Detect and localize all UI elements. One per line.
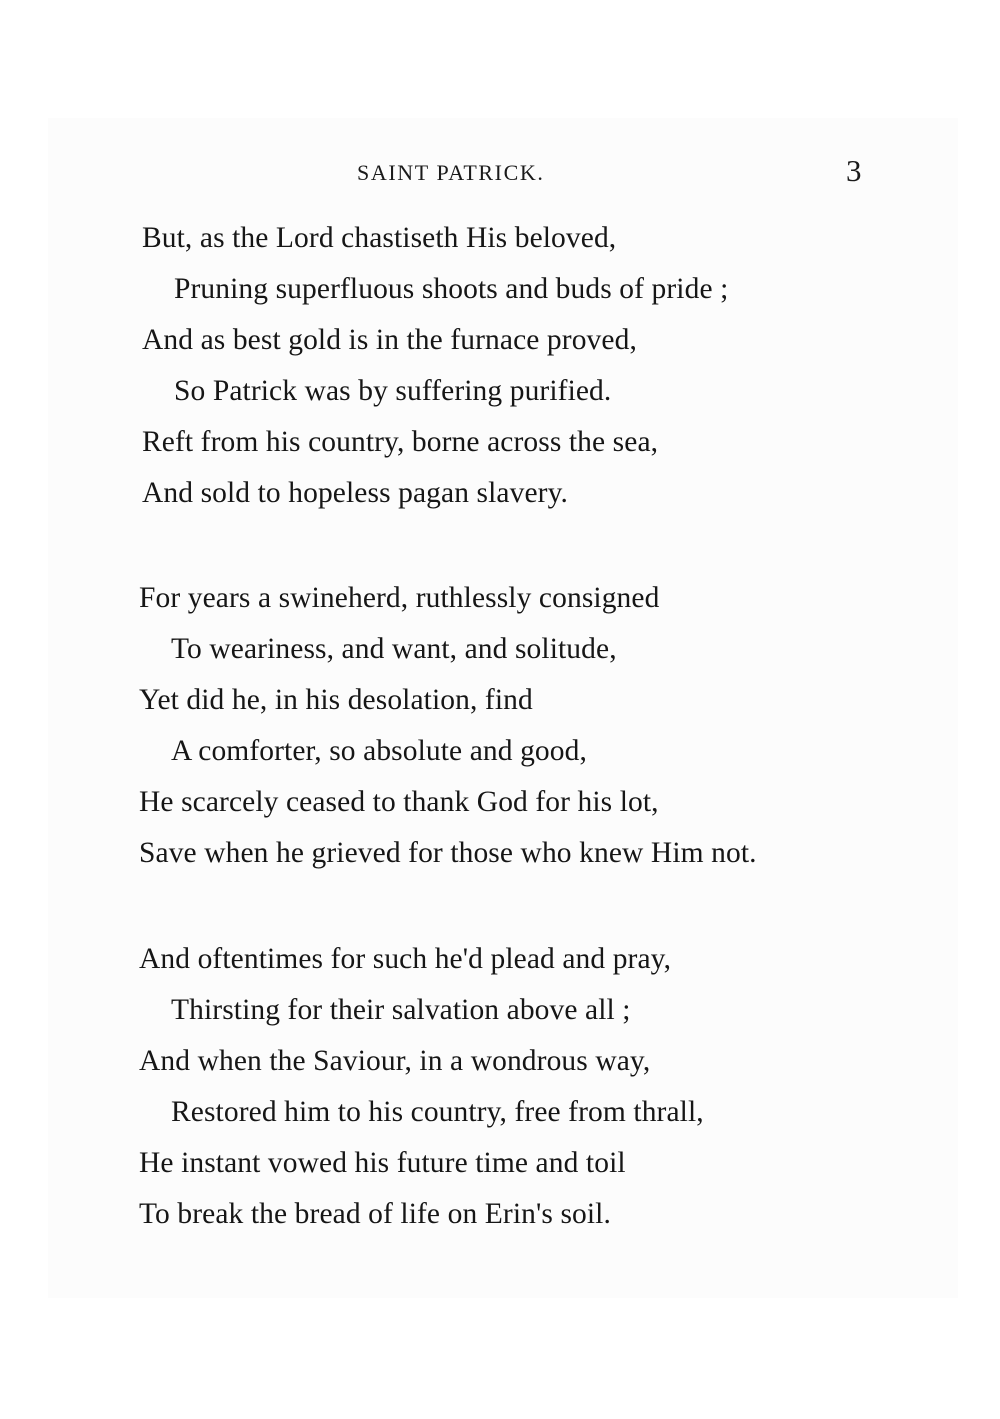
poem-line: And when the Saviour, in a wondrous way,	[139, 1045, 651, 1077]
poem-line: He scarcely ceased to thank God for his lot,	[139, 786, 659, 818]
stanza-1	[0, 217, 1000, 523]
stanza-2	[0, 577, 1000, 883]
poem-line: Reft from his country, borne across the sea,	[142, 426, 659, 458]
poem-line: Save when he grieved for those who knew Him not.	[139, 837, 757, 869]
poem-line: He instant vowed his future time and toil	[139, 1147, 626, 1179]
poem-line: Restored him to his country, free from thrall,	[171, 1096, 704, 1128]
running-title: SAINT PATRICK.	[357, 160, 545, 185]
poem-line: And as best gold is in the furnace proved,	[142, 324, 637, 356]
stanza-3	[0, 938, 1000, 1244]
running-head	[0, 153, 1000, 188]
poem-line: So Patrick was by suffering purified.	[174, 375, 612, 407]
poem-line: To weariness, and want, and solitude,	[171, 633, 617, 665]
poem-line: And oftentimes for such he'd plead and pray,	[139, 943, 672, 975]
poem-line: For years a swineherd, ruthlessly consigned	[139, 582, 660, 614]
poem-line: Pruning superfluous shoots and buds of pride ;	[174, 273, 729, 305]
poem-line: Thirsting for their salvation above all ;	[171, 994, 631, 1026]
page-number: 3	[846, 153, 862, 188]
poem-line: To break the bread of life on Erin's soil.	[139, 1198, 611, 1230]
poem-line: And sold to hopeless pagan slavery.	[142, 477, 568, 509]
poem-line: Yet did he, in his desolation, find	[139, 684, 533, 716]
poem-line: A comforter, so absolute and good,	[171, 735, 587, 767]
poem-line: But, as the Lord chastiseth His beloved,	[142, 222, 617, 254]
